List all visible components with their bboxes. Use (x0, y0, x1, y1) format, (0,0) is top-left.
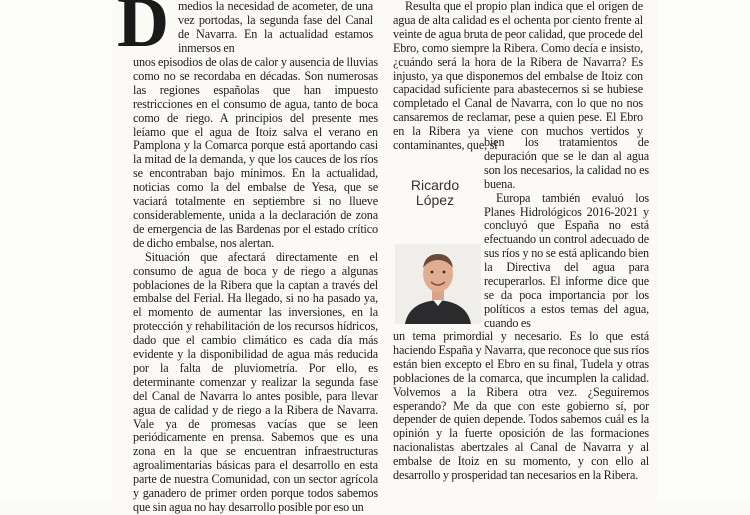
article-intro-lines (178, 0, 373, 56)
article-paragraph: medios la necesidad de acometer, de una vez portodas, la segunda fase del Canal de Navarra. En la actualidad estamos inmersos en (178, 0, 373, 55)
drop-cap: D (117, 0, 169, 62)
article-paragraph: un tema primordial y necesario. Es lo que está haciendo España y Navarra, que reconoce que sus ríos están bien excepto el Ebro en su final, Tudela y otras poblaciones de la comarca, que incumplen la calidad. Volvemos a la Ribera otra vez. ¿Seguiremos esperando? Me da que con este gobierno sí, por depender de quien depende. Todos sabemos cuál es la opinión y la fuerte oposición de las formaciones nacionalistas abertzales al Canal de Navarra y al embalse de Itoiz en su momento, y con ello al desarrollo y prosperidad tan necesarios en la Ribera. (393, 329, 649, 483)
article-column-right-top (393, 0, 643, 153)
article-paragraph: bien los tratamientos de depuración que se le dan al agua son los necesarios, la calidad no es buena. (484, 135, 649, 191)
author-portrait-image (395, 244, 481, 324)
article-paragraph: unos episodios de olas de calor y ausencia de lluvias como no se recordaba en décadas. Son numerosas las regiones españolas que han impuesto restricciones en el consumo de agua, tanto de boca como de riego. A principios del presente mes leíamo que el agua de Itoiz salva el verano en Pamplona y la Comarca porque está aportando casi la mitad de la demanda, y que los cauces de los ríos se encontraban bajo mínimos. En la actualidad, noticias como la del embalse de Yesa, que se vaciará totalmente en septiembre si no llueve considerablemente, unida a la declaración de zona de emergencia de las Bardenas por el estado crítico de dicho embalse, nos alertan. (133, 55, 378, 250)
page-margin-right (658, 0, 750, 500)
author-byline (395, 178, 475, 208)
article-paragraph: Europa también evaluó los Planes Hidrológicos 2016-2021 y concluyó que España no está efectuando un control adecuado de sus ríos y no se está aplicando bien la Directiva del agua para recuperarlos. El informe dice que se da poca importancia por los políticos a estos temas del agua, cuando es (484, 190, 649, 330)
article-paragraph: Situación que afectará directamente en el consumo de agua de boca y de riego a algunas poblaciones de la Ribera que la captan a través del embalse del Ferial. Ha llegado, si no ha pasado ya, el momento de aumentar las inversiones, en la protección y rehabilitación de los recursos hídricos, dado que el cambio climático es cada día más evidente y la disponibilidad de agua más reducida por la falta de pluviometría. Por ello, es determinante comenzar y realizar la segunda fase del Canal de Navarra lo antes posible, para llevar agua de calidad y de riego a la Ribera de Navarra. Vale ya de promesas vacías que se leen periódicamente en prensa. Sabemos que es una zona en la que se encuentran infraestructuras agroalimentarias básicas para el desarrollo en esta parte de nuestra Comunidad, con un sector agrícola y ganadero de primer orden porque todos sabemos que sin agua no hay desarrollo posible por eso un (133, 249, 378, 514)
article-column-left (133, 56, 378, 515)
page-margin-left (0, 0, 112, 500)
article-column-right-bottom (393, 330, 649, 483)
author-photo (395, 244, 481, 324)
article-paragraph: Resulta que el propio plan indica que el origen de agua de alta calidad es el ochenta por ciento frente al veinte de agua bruta de peor calidad, que procede del Ebro, como siempre la Ribera. Como decía e insisto, ¿cuándo será la hora de la Ribera de Navarra? Es injusto, ya que disponemos del embalse de Itoiz con capacidad suficiente para abastecernos si se hubiese completado el Canal de Navarra, con lo que no nos cansaremos de reclamar, pese a quien pese. El Ebro en la Ribera ya viene con muchos vertidos y contaminantes, que, si (393, 0, 643, 153)
author-last-name: López (415, 192, 455, 208)
author-first-name: Ricardo (410, 177, 460, 193)
article-column-right-wrap (484, 136, 649, 331)
